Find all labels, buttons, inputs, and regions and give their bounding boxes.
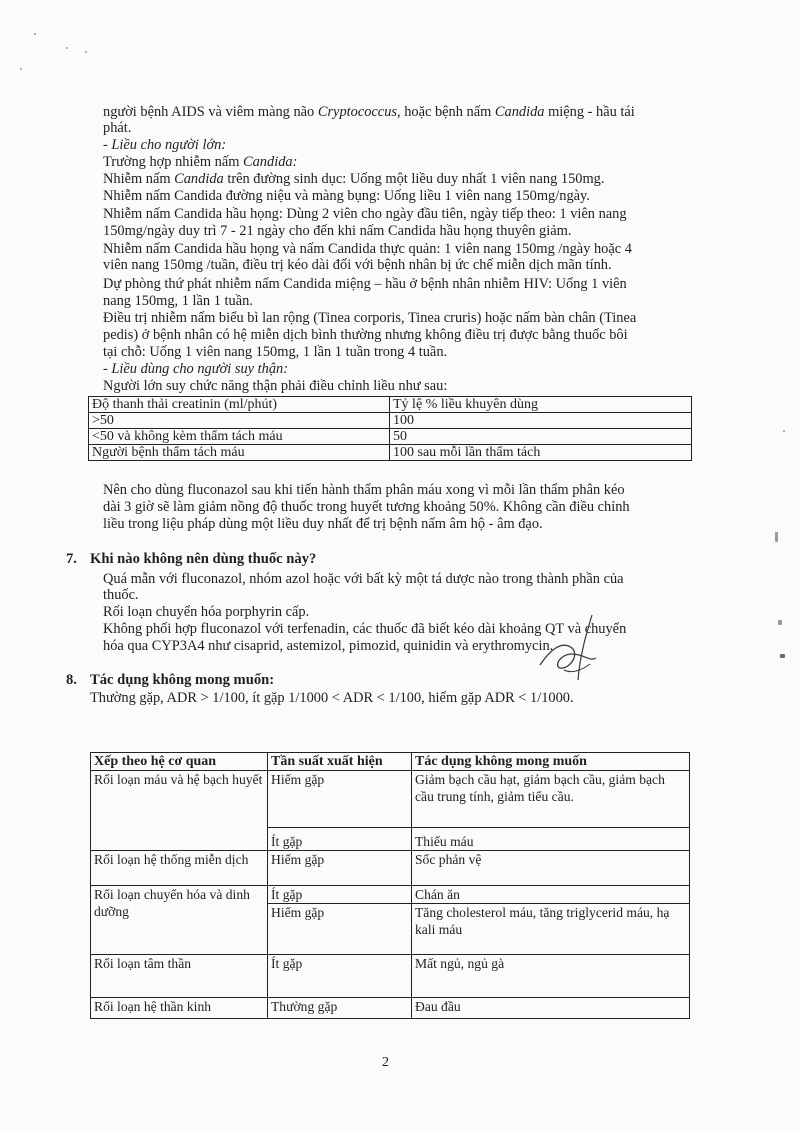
intro-line: người bệnh AIDS và viêm màng não Cryptococcus, hoặc bệnh nấm Candida miệng - hầu tái (103, 104, 635, 120)
table-cell: 100 (390, 413, 692, 429)
dose-paragraph: 150mg/ngày duy trì 7 - 21 ngày cho đến khi nấm Candida hầu họng thuyên giảm. (103, 223, 572, 239)
table-row (91, 851, 690, 886)
table-row (91, 998, 690, 1019)
table-row (91, 886, 690, 904)
dose-paragraph: nang 150mg, 1 lần 1 tuần. (103, 293, 253, 309)
renal-note: liều trong liệu pháp dùng một liều duy nhất để trị bệnh nấm âm hộ - âm đạo. (103, 516, 543, 532)
table-cell: Chán ăn (412, 886, 690, 904)
contraindication-line: hóa qua CYP3A4 như cisaprid, astemizol, pimozid, quinidin và erythromycin. (103, 638, 554, 654)
scan-speck (20, 68, 22, 70)
dose-paragraph: pedis) ở bệnh nhân có hệ miễn dịch bình thường nhưng không điều trị được bằng thuốc bôi (103, 327, 628, 343)
contraindication-line: Rối loạn chuyển hóa porphyrin cấp. (103, 604, 310, 620)
table-header-cell: Tỷ lệ % liều khuyên dùng (390, 397, 692, 413)
table-row (91, 753, 690, 771)
table-row (91, 771, 690, 828)
table-cell: Hiếm gặp (268, 771, 412, 828)
scan-speck (783, 430, 785, 432)
intro-line: phát. (103, 120, 132, 136)
table-cell: Hiếm gặp (268, 851, 412, 886)
table-row (91, 955, 690, 998)
table-cell: Rối loạn chuyển hóa và dinh dưỡng (91, 886, 268, 955)
section-8-number: 8. (66, 672, 77, 688)
table-cell: Ít gặp (268, 955, 412, 998)
dose-paragraph: Dự phòng thứ phát nhiễm nấm Candida miệng – hầu ở bệnh nhân nhiễm HIV: Uống 1 viên (103, 276, 627, 292)
candida-case-heading: Trường hợp nhiễm nấm Candida: (103, 154, 298, 170)
table-cell: Rối loạn hệ thống miễn dịch (91, 851, 268, 886)
scan-speck (34, 33, 36, 35)
scan-speck (775, 532, 778, 542)
table-cell: 50 (390, 429, 692, 445)
table-cell: Tăng cholesterol máu, tăng triglycerid máu, hạ kali máu (412, 904, 690, 955)
table-row (89, 445, 692, 461)
table-cell: Đau đầu (412, 998, 690, 1019)
renal-dose-heading: - Liều dùng cho người suy thận: (103, 361, 288, 377)
table-cell: Người bệnh thẩm tách máu (89, 445, 390, 461)
contraindication-line: Không phối hợp fluconazol với terfenadin, các thuốc đã biết kéo dài khoảng QT và chuyển (103, 621, 627, 637)
dose-paragraph: Điều trị nhiễm nấm biểu bì lan rộng (Tinea corporis, Tinea cruris) hoặc nấm bàn chân (Tinea (103, 310, 637, 326)
table-cell: Mất ngủ, ngủ gà (412, 955, 690, 998)
section-7-number: 7. (66, 551, 77, 567)
adult-dose-heading: - Liều cho người lớn: (103, 137, 227, 153)
table-header-cell: Tần suất xuất hiện (268, 753, 412, 771)
table-row (89, 397, 692, 413)
table-cell: Rối loạn tâm thần (91, 955, 268, 998)
page-number: 2 (382, 1055, 389, 1070)
table-header-cell: Độ thanh thải creatinin (ml/phút) (89, 397, 390, 413)
table-cell: Thiếu máu (412, 828, 690, 851)
scan-speck (778, 620, 782, 625)
dose-paragraph: viên nang 150mg /tuần, điều trị kéo dài đối với bệnh nhân bị ức chế miễn dịch mãn tính. (103, 257, 612, 273)
scan-speck (85, 51, 87, 53)
table-row (89, 429, 692, 445)
contraindication-line: thuốc. (103, 587, 139, 603)
dose-paragraph: Nhiễm nấm Candida đường niệu và màng bụng: Uống liều 1 viên nang 150mg/ngày. (103, 188, 590, 204)
table-cell: <50 và không kèm thẩm tách máu (89, 429, 390, 445)
dose-paragraph: Nhiễm nấm Candida hầu họng: Dùng 2 viên cho ngày đầu tiên, ngày tiếp theo: 1 viên nang (103, 206, 627, 222)
renal-dose-table (88, 396, 692, 461)
section-8-title: Tác dụng không mong muốn: (90, 672, 275, 688)
table-cell: >50 (89, 413, 390, 429)
dose-paragraph: tại chỗ: Uống 1 viên nang 150mg, 1 lần 1 tuần trong 4 tuần. (103, 344, 448, 360)
renal-note: dài 3 giờ sẽ làm giảm nồng độ thuốc trong huyết tương khoảng 50%. Không cần điều chỉnh (103, 499, 630, 515)
table-header-cell: Xếp theo hệ cơ quan (91, 753, 268, 771)
dose-paragraph: Nhiễm nấm Candida hầu họng và nấm Candida thực quản: 1 viên nang 150mg /ngày hoặc 4 (103, 241, 632, 257)
table-cell: Giảm bạch cầu hạt, giảm bạch cầu, giảm bạch cầu trung tính, giảm tiểu cầu. (412, 771, 690, 828)
table-cell: Ít gặp (268, 886, 412, 904)
table-cell: Sốc phản vệ (412, 851, 690, 886)
signature-mark (520, 610, 620, 690)
table-cell: Rối loạn máu và hệ bạch huyết (91, 771, 268, 851)
renal-intro: Người lớn suy chức năng thận phải điều chỉnh liều như sau: (103, 378, 448, 394)
scan-speck (66, 47, 68, 49)
section-7-title: Khi nào không nên dùng thuốc này? (90, 551, 317, 567)
table-cell: Rối loạn hệ thần kinh (91, 998, 268, 1019)
adverse-effects-table (90, 752, 690, 1019)
contraindication-line: Quá mẫn với fluconazol, nhóm azol hoặc với bất kỳ một tá dược nào trong thành phần của (103, 571, 624, 587)
table-header-cell: Tác dụng không mong muốn (412, 753, 690, 771)
table-cell: 100 sau mỗi lần thẩm tách (390, 445, 692, 461)
adr-frequency-legend: Thường gặp, ADR > 1/100, ít gặp 1/1000 < ADR < 1/100, hiếm gặp ADR < 1/1000. (90, 690, 574, 706)
scan-speck (780, 654, 785, 658)
table-cell: Hiếm gặp (268, 904, 412, 955)
table-cell: Ít gặp (268, 828, 412, 851)
table-row (89, 413, 692, 429)
table-cell: Thường gặp (268, 998, 412, 1019)
renal-note: Nên cho dùng fluconazol sau khi tiến hành thẩm phân máu xong vì mỗi lần thẩm phân kéo (103, 482, 625, 498)
dose-paragraph: Nhiễm nấm Candida trên đường sinh dục: Uống một liều duy nhất 1 viên nang 150mg. (103, 171, 605, 187)
